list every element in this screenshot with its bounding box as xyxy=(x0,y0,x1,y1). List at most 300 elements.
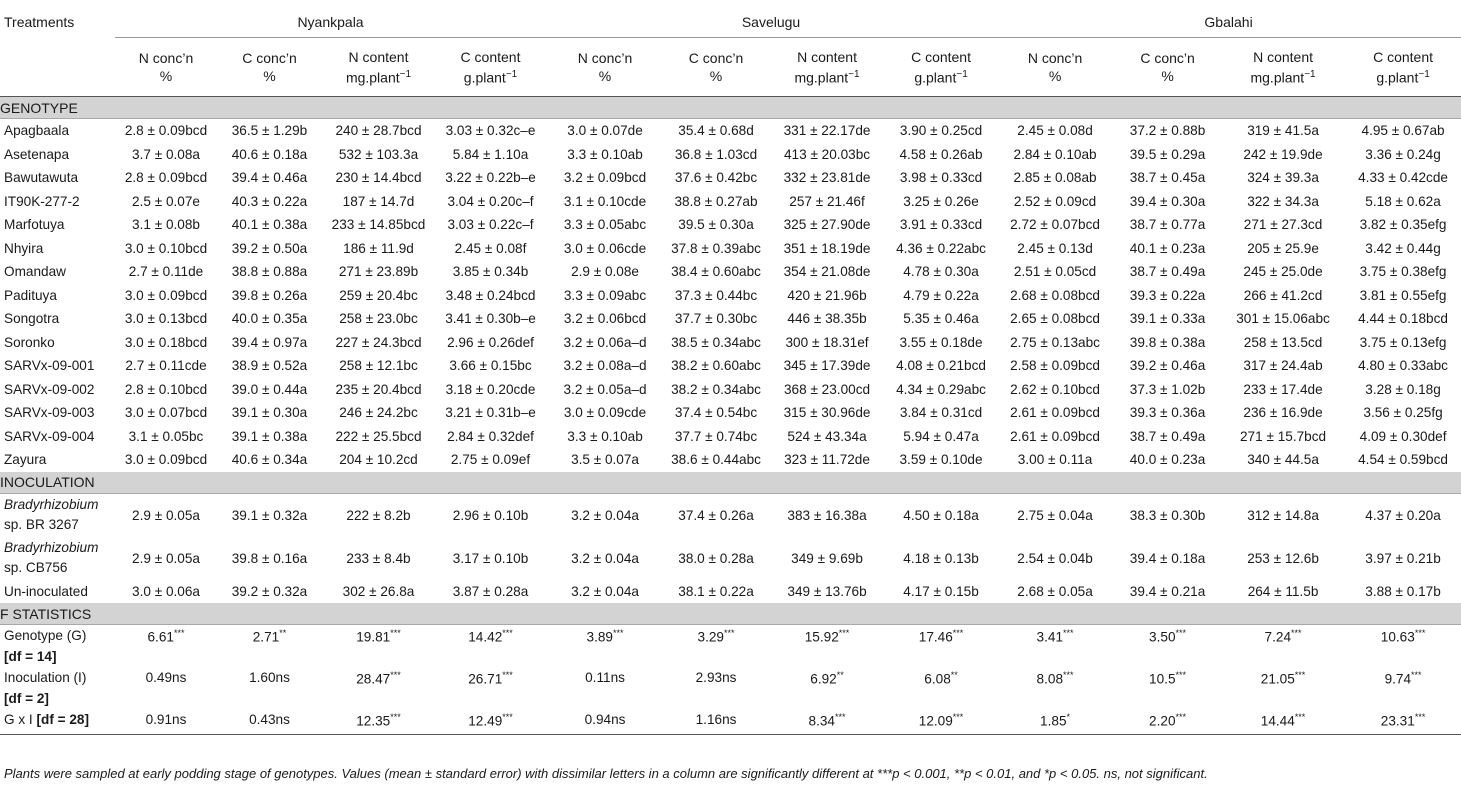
column-header-unit: % xyxy=(159,68,173,84)
table-cell: 258 ± 23.0bc xyxy=(339,311,418,327)
f-value: 2.20 xyxy=(1149,713,1176,729)
row-label-strain: sp. BR 3267 xyxy=(4,517,79,532)
row-label: SARVx-09-002 xyxy=(4,381,95,397)
table-cell: 4.17 ± 0.15b xyxy=(903,583,979,599)
table-cell: 38.1 ± 0.22a xyxy=(678,583,754,599)
section-genotype-row xyxy=(0,97,1461,119)
column-header-name: N content xyxy=(1253,48,1314,65)
table-cell: 38.2 ± 0.34abc xyxy=(671,381,761,397)
table-cell xyxy=(1114,709,1221,735)
table-row xyxy=(0,667,1461,709)
table-cell: 420 ± 21.96b xyxy=(787,287,867,303)
table-cell: 3.91 ± 0.33cd xyxy=(899,217,983,233)
table-cell: 2.84 ± 0.32def xyxy=(447,428,534,444)
row-label: Soronko xyxy=(4,334,55,350)
table-cell: 2.61 ± 0.09bcd xyxy=(1010,428,1100,444)
table-cell: 3.04 ± 0.20c–f xyxy=(447,193,534,209)
row-label xyxy=(0,667,115,709)
table-cell: 233 ± 8.4b xyxy=(346,550,411,566)
table-cell: 368 ± 23.00cd xyxy=(783,381,871,397)
column-header-unit-exponent: −1 xyxy=(956,68,968,80)
table-cell: 39.5 ± 0.29a xyxy=(1129,146,1206,162)
f-value: 21.05 xyxy=(1260,671,1295,687)
significance-marker: *** xyxy=(952,628,964,638)
table-cell: 271 ± 23.89b xyxy=(338,264,419,280)
f-value: 7.24 xyxy=(1264,629,1292,645)
table-cell: 2.54 ± 0.04b xyxy=(1017,550,1093,566)
table-cell: 40.6 ± 0.18a xyxy=(231,146,308,162)
table-cell: 39.2 ± 0.32a xyxy=(231,583,308,599)
table-cell: 3.1 ± 0.08b xyxy=(132,217,200,233)
column-header xyxy=(435,38,546,97)
column-header xyxy=(768,38,886,97)
section-f-statistics-row xyxy=(0,603,1461,625)
table-cell: 3.18 ± 0.20cde xyxy=(445,381,536,397)
table-cell: 38.5 ± 0.34abc xyxy=(671,334,761,350)
table-cell xyxy=(996,625,1114,668)
table-cell: 3.2 ± 0.04a xyxy=(571,550,639,566)
table-cell: 2.58 ± 0.09bcd xyxy=(1010,358,1100,374)
table-cell xyxy=(768,667,886,709)
row-label-genus: Bradyrhizobium xyxy=(4,540,99,555)
table-cell: 233 ± 17.4de xyxy=(1243,381,1323,397)
table-cell: 4.80 ± 0.33abc xyxy=(1358,358,1448,374)
table-cell: 325 ± 27.90de xyxy=(783,217,871,233)
table-cell: 2.45 ± 0.08f xyxy=(454,240,527,256)
row-label xyxy=(0,493,115,537)
row-label-text: G x I xyxy=(4,712,33,727)
table-cell: 39.0 ± 0.44a xyxy=(231,381,308,397)
table-cell xyxy=(1345,667,1461,709)
column-header xyxy=(886,38,996,97)
table-cell: 40.1 ± 0.38a xyxy=(231,217,308,233)
table-cell xyxy=(886,709,996,735)
treatments-header: Treatments xyxy=(4,13,75,30)
row-label: SARVx-09-004 xyxy=(4,428,95,444)
significance-marker: *** xyxy=(1414,712,1426,722)
table-cell: 3.84 ± 0.31cd xyxy=(899,405,983,421)
table-cell: 324 ± 39.3a xyxy=(1247,170,1319,186)
significance-marker: *** xyxy=(173,628,185,638)
table-cell: 5.94 ± 0.47a xyxy=(903,428,979,444)
f-value: 23.31 xyxy=(1380,713,1415,729)
table-cell xyxy=(996,709,1114,735)
f-value: 8.08 xyxy=(1036,671,1064,687)
table-cell xyxy=(217,625,322,668)
table-cell: 40.6 ± 0.34a xyxy=(231,452,308,468)
table-cell: 2.9 ± 0.08e xyxy=(571,264,639,280)
table-cell: 351 ± 18.19de xyxy=(783,240,871,256)
table-row xyxy=(0,213,1461,237)
table-cell: 532 ± 103.3a xyxy=(338,146,419,162)
table-cell: 331 ± 22.17de xyxy=(783,123,871,139)
f-value: 3.89 xyxy=(586,629,613,645)
table-cell: 37.4 ± 0.26a xyxy=(678,507,754,523)
table-cell xyxy=(1221,625,1345,668)
table-cell: 3.98 ± 0.33cd xyxy=(899,170,983,186)
row-label xyxy=(0,709,115,735)
table-cell: 349 ± 9.69b xyxy=(791,550,863,566)
table-cell: 3.0 ± 0.06a xyxy=(132,583,200,599)
table-cell: 323 ± 11.72de xyxy=(784,452,870,468)
f-value: 1.85 xyxy=(1040,713,1067,729)
f-value: 3.29 xyxy=(697,629,724,645)
table-cell: 222 ± 8.2b xyxy=(346,507,411,523)
f-value: 2.71 xyxy=(252,629,280,645)
table-cell: 3.3 ± 0.09abc xyxy=(563,287,647,303)
table-cell: 3.75 ± 0.13efg xyxy=(1359,334,1447,350)
table-cell: 36.5 ± 1.29b xyxy=(231,123,308,139)
table-row xyxy=(0,537,1461,580)
table-cell: 2.75 ± 0.09ef xyxy=(450,452,531,468)
table-cell: 39.2 ± 0.46a xyxy=(1129,358,1206,374)
column-header-unit: % xyxy=(709,68,723,84)
column-header-unit: g.plant xyxy=(914,69,957,86)
table-cell: 3.2 ± 0.04a xyxy=(571,583,639,599)
table-cell: 246 ± 24.2bc xyxy=(339,405,418,421)
table-cell: 3.0 ± 0.13bcd xyxy=(124,311,208,327)
table-cell: 204 ± 10.2cd xyxy=(339,452,418,468)
column-header-unit: % xyxy=(263,68,276,84)
table-cell xyxy=(115,667,217,709)
row-label-text: Un-inoculated xyxy=(4,583,88,599)
table-cell: 3.2 ± 0.08a–d xyxy=(563,358,647,374)
table-cell: 39.2 ± 0.50a xyxy=(231,240,308,256)
table-row xyxy=(0,166,1461,190)
table-cell: 3.2 ± 0.05a–d xyxy=(563,381,647,397)
table-cell: 2.84 ± 0.10ab xyxy=(1013,146,1097,162)
significance-marker: ** xyxy=(279,628,287,638)
table-cell: 264 ± 11.5b xyxy=(1247,583,1319,599)
table-cell: 3.81 ± 0.55efg xyxy=(1359,287,1447,303)
row-label: Apagbaala xyxy=(4,123,70,139)
table-cell: 349 ± 13.76b xyxy=(787,583,867,599)
table-cell: 186 ± 11.9d xyxy=(343,240,414,256)
table-cell xyxy=(664,625,768,668)
table-cell: 3.3 ± 0.05abc xyxy=(563,217,647,233)
column-header-row xyxy=(0,38,1461,97)
table-row xyxy=(0,331,1461,355)
f-value: 6.08 xyxy=(924,671,951,687)
table-row xyxy=(0,401,1461,425)
table-cell: 2.68 ± 0.05a xyxy=(1017,583,1093,599)
f-value: 0.94ns xyxy=(584,712,626,727)
significance-marker: *** xyxy=(724,628,735,638)
row-label: Zayura xyxy=(4,452,47,468)
row-label: Omandaw xyxy=(4,264,66,280)
table-cell xyxy=(115,625,217,668)
table-row xyxy=(0,709,1461,735)
table-cell: 4.50 ± 0.18a xyxy=(903,507,979,523)
table-cell: 3.00 ± 0.11a xyxy=(1017,452,1093,468)
table-cell: 2.96 ± 0.26def xyxy=(447,334,534,350)
table-cell: 38.2 ± 0.60abc xyxy=(671,358,761,374)
table-cell: 233 ± 14.85bcd xyxy=(331,217,426,233)
table-cell: 2.65 ± 0.08bcd xyxy=(1010,311,1100,327)
table-cell: 271 ± 15.7bcd xyxy=(1240,428,1327,444)
table-cell: 2.61 ± 0.09bcd xyxy=(1010,405,1100,421)
table-cell xyxy=(546,667,664,709)
table-cell xyxy=(1221,709,1345,735)
table-row xyxy=(0,119,1461,143)
table-cell: 2.9 ± 0.05a xyxy=(132,507,200,523)
row-label: IT90K-277-2 xyxy=(4,193,80,209)
f-value: 6.61 xyxy=(147,629,174,645)
row-label: Asetenapa xyxy=(4,146,70,162)
table-cell: 3.97 ± 0.21b xyxy=(1365,550,1441,566)
table-cell: 36.8 ± 1.03cd xyxy=(674,146,758,162)
table-cell xyxy=(435,709,546,735)
table-cell: 3.75 ± 0.38efg xyxy=(1359,264,1447,280)
table-cell: 40.3 ± 0.22a xyxy=(231,193,308,209)
table-cell: 242 ± 19.9de xyxy=(1243,146,1323,162)
table-cell: 205 ± 25.9e xyxy=(1247,240,1319,256)
f-value: 14.42 xyxy=(468,629,503,645)
table-cell: 3.2 ± 0.06a–d xyxy=(563,334,647,350)
table-cell: 3.85 ± 0.34b xyxy=(452,264,529,280)
table-row xyxy=(0,190,1461,214)
row-label-strain: sp. CB756 xyxy=(4,560,68,575)
table-cell: 2.7 ± 0.11cde xyxy=(125,358,207,374)
table-cell: 3.87 ± 0.28a xyxy=(452,583,529,599)
table-cell: 3.21 ± 0.31b–e xyxy=(445,405,536,421)
table-cell: 5.18 ± 0.62a xyxy=(1365,193,1441,209)
f-value: 6.92 xyxy=(810,671,837,687)
row-label: SARVx-09-001 xyxy=(4,358,95,374)
table-row xyxy=(0,425,1461,449)
table-cell: 3.0 ± 0.09bcd xyxy=(124,287,208,303)
table-cell: 3.36 ± 0.24g xyxy=(1365,146,1441,162)
table-cell: 259 ± 20.4bc xyxy=(339,287,418,303)
table-cell: 39.5 ± 0.30a xyxy=(678,217,754,233)
column-header-unit-exponent: −1 xyxy=(1304,68,1316,80)
table-cell: 3.03 ± 0.22c–f xyxy=(447,217,534,233)
table-cell: 3.0 ± 0.06cde xyxy=(563,240,647,256)
significance-marker: *** xyxy=(1294,712,1306,722)
column-header-name: C content xyxy=(911,48,971,65)
column-header-unit: % xyxy=(1048,68,1062,84)
table-cell: 37.8 ± 0.39abc xyxy=(671,240,761,256)
row-label-df: [df = 28] xyxy=(36,712,89,727)
f-value: 10.5 xyxy=(1149,671,1176,687)
table-cell xyxy=(1114,667,1221,709)
table-cell: 4.37 ± 0.20a xyxy=(1365,507,1441,523)
table-cell xyxy=(886,625,996,668)
table-cell xyxy=(322,625,435,668)
table-cell: 39.4 ± 0.46a xyxy=(231,170,308,186)
table-cell: 3.0 ± 0.18bcd xyxy=(124,334,208,350)
table-cell: 3.0 ± 0.07de xyxy=(567,123,643,139)
column-header-name: C content xyxy=(460,48,521,65)
table-cell: 3.55 ± 0.18de xyxy=(899,334,983,350)
f-value: 12.09 xyxy=(918,713,953,729)
table-cell: 2.9 ± 0.05a xyxy=(132,550,200,566)
column-header-unit: mg.plant xyxy=(794,69,849,86)
column-header xyxy=(1221,38,1345,97)
table-cell: 40.0 ± 0.23a xyxy=(1129,452,1206,468)
table-cell: 187 ± 14.7d xyxy=(342,193,415,209)
table-cell: 2.7 ± 0.11de xyxy=(128,264,204,280)
table-cell: 3.25 ± 0.26e xyxy=(903,193,979,209)
table-row xyxy=(0,143,1461,167)
table-cell: 4.58 ± 0.26ab xyxy=(899,146,983,162)
significance-marker: *** xyxy=(838,628,850,638)
table-cell: 38.7 ± 0.49a xyxy=(1129,428,1206,444)
table-cell: 4.18 ± 0.13b xyxy=(903,550,979,566)
table-cell: 3.22 ± 0.22b–e xyxy=(445,170,536,186)
table-cell: 3.0 ± 0.09bcd xyxy=(124,452,208,468)
table-cell xyxy=(996,667,1114,709)
table-cell: 39.1 ± 0.32a xyxy=(231,507,308,523)
table-cell xyxy=(217,667,322,709)
table-cell: 39.3 ± 0.22a xyxy=(1129,287,1206,303)
table-cell: 2.75 ± 0.04a xyxy=(1017,507,1093,523)
table-cell xyxy=(322,709,435,735)
table-cell: 3.17 ± 0.10b xyxy=(452,550,529,566)
table-cell: 413 ± 20.03bc xyxy=(783,146,871,162)
column-header-name: N conc’n xyxy=(577,50,633,66)
table-cell: 37.3 ± 0.44bc xyxy=(674,287,758,303)
significance-marker: ** xyxy=(950,670,958,680)
significance-marker: *** xyxy=(390,712,401,722)
table-cell: 3.42 ± 0.44g xyxy=(1365,240,1441,256)
column-header-name: C conc’n xyxy=(1140,50,1195,66)
table-cell xyxy=(546,709,664,735)
table-cell: 3.88 ± 0.17b xyxy=(1365,583,1441,599)
table-cell xyxy=(322,667,435,709)
table-cell: 300 ± 18.31ef xyxy=(785,334,869,350)
table-cell: 271 ± 27.3cd xyxy=(1243,217,1323,233)
column-header xyxy=(1345,38,1461,97)
row-label-df: [df = 14] xyxy=(4,649,57,664)
significance-marker: *** xyxy=(1414,628,1426,638)
table-cell: 2.52 ± 0.09cd xyxy=(1013,193,1097,209)
significance-marker: ** xyxy=(836,670,844,680)
table-cell: 39.4 ± 0.30a xyxy=(1129,193,1206,209)
table-cell: 222 ± 25.5bcd xyxy=(335,428,422,444)
table-row xyxy=(0,237,1461,261)
table-cell: 3.3 ± 0.10ab xyxy=(567,146,643,162)
f-value: 12.49 xyxy=(468,713,503,729)
table-row xyxy=(0,580,1461,604)
column-header-name: C conc’n xyxy=(688,50,744,66)
table-cell: 40.1 ± 0.23a xyxy=(1129,240,1206,256)
table-cell: 2.68 ± 0.08bcd xyxy=(1010,287,1100,303)
table-cell: 2.8 ± 0.09bcd xyxy=(124,123,208,139)
column-header-unit: mg.plant xyxy=(345,69,400,86)
column-header xyxy=(664,38,768,97)
table-cell xyxy=(768,625,886,668)
table-cell: 2.62 ± 0.10bcd xyxy=(1010,381,1100,397)
table-cell: 3.28 ± 0.18g xyxy=(1365,381,1441,397)
f-value: 9.74 xyxy=(1384,671,1412,687)
table-cell: 3.03 ± 0.32c–e xyxy=(445,123,536,139)
f-value: 28.47 xyxy=(356,671,391,687)
table-cell: 3.41 ± 0.30b–e xyxy=(445,311,536,327)
table-cell: 3.1 ± 0.10cde xyxy=(563,193,647,209)
table-cell: 38.0 ± 0.28a xyxy=(678,550,754,566)
table-cell xyxy=(886,667,996,709)
table-cell: 524 ± 43.34a xyxy=(787,428,867,444)
table-cell: 39.3 ± 0.36a xyxy=(1129,405,1206,421)
site-header-nyankpala: Nyankpala xyxy=(297,13,364,30)
significance-marker: *** xyxy=(1291,628,1302,638)
f-value: 0.91ns xyxy=(145,712,187,727)
table-cell: 3.1 ± 0.05bc xyxy=(128,428,204,444)
site-header-row xyxy=(0,6,1461,38)
table-cell: 3.66 ± 0.15bc xyxy=(449,358,532,374)
table-row xyxy=(0,307,1461,331)
f-value: 1.60ns xyxy=(249,670,290,685)
table-cell: 3.0 ± 0.10bcd xyxy=(124,240,208,256)
table-cell: 319 ± 41.5a xyxy=(1247,123,1319,139)
column-header xyxy=(1114,38,1221,97)
table-cell: 235 ± 20.4bcd xyxy=(335,381,422,397)
row-label xyxy=(0,625,115,668)
table-cell: 2.75 ± 0.13abc xyxy=(1010,334,1100,350)
table-cell xyxy=(546,625,664,668)
table-cell xyxy=(217,709,322,735)
significance-marker: *** xyxy=(613,628,624,638)
table-cell: 39.1 ± 0.33a xyxy=(1129,311,1206,327)
table-cell: 35.4 ± 0.68d xyxy=(678,123,754,139)
column-header-name: N content xyxy=(797,48,857,65)
table-cell: 3.7 ± 0.08a xyxy=(132,146,200,162)
f-value: 26.71 xyxy=(468,671,503,687)
table-cell: 4.08 ± 0.21bcd xyxy=(896,358,986,374)
table-cell: 37.4 ± 0.54bc xyxy=(674,405,758,421)
row-label: Songotra xyxy=(4,311,60,327)
row-label: Nhyira xyxy=(4,240,44,256)
table-cell: 39.8 ± 0.16a xyxy=(231,550,308,566)
table-row xyxy=(0,354,1461,378)
section-genotype: GENOTYPE xyxy=(0,97,1461,119)
f-value: 3.50 xyxy=(1149,629,1176,645)
table-cell: 39.8 ± 0.38a xyxy=(1129,334,1206,350)
table-cell: 3.90 ± 0.25cd xyxy=(899,123,983,139)
column-header-name: N conc’n xyxy=(1027,50,1083,66)
significance-marker: *** xyxy=(835,712,846,722)
row-label xyxy=(0,580,115,604)
table-cell: 354 ± 21.08de xyxy=(783,264,871,280)
table-cell: 4.79 ± 0.22a xyxy=(903,287,979,303)
column-header-name: N content xyxy=(348,48,409,65)
table-cell: 345 ± 17.39de xyxy=(783,358,871,374)
table-cell: 4.09 ± 0.30def xyxy=(1359,428,1447,444)
table-cell xyxy=(1221,667,1345,709)
table-cell: 340 ± 44.5a xyxy=(1247,452,1319,468)
table-cell: 230 ± 14.4bcd xyxy=(335,170,422,186)
table-cell: 266 ± 41.2cd xyxy=(1243,287,1323,303)
table-cell: 38.7 ± 0.49a xyxy=(1129,264,1206,280)
table-cell: 245 ± 25.0de xyxy=(1243,264,1323,280)
table-cell: 4.33 ± 0.42cde xyxy=(1358,170,1448,186)
row-label-df: [df = 2] xyxy=(4,691,49,706)
table-cell: 2.96 ± 0.10b xyxy=(452,507,529,523)
table-cell: 3.0 ± 0.07bcd xyxy=(124,405,208,421)
column-header-unit: mg.plant xyxy=(1250,69,1305,86)
f-value: 12.35 xyxy=(356,713,391,729)
table-cell: 4.95 ± 0.67ab xyxy=(1361,123,1445,139)
f-value: 17.46 xyxy=(918,629,953,645)
f-value: 8.34 xyxy=(808,713,835,729)
table-cell: 2.51 ± 0.05cd xyxy=(1013,264,1097,280)
row-label: Bawutawuta xyxy=(4,170,79,186)
table-cell: 2.45 ± 0.13d xyxy=(1017,240,1093,256)
column-header xyxy=(115,38,217,97)
column-header-unit-exponent: −1 xyxy=(399,68,412,80)
table-cell: 39.8 ± 0.26a xyxy=(231,287,308,303)
